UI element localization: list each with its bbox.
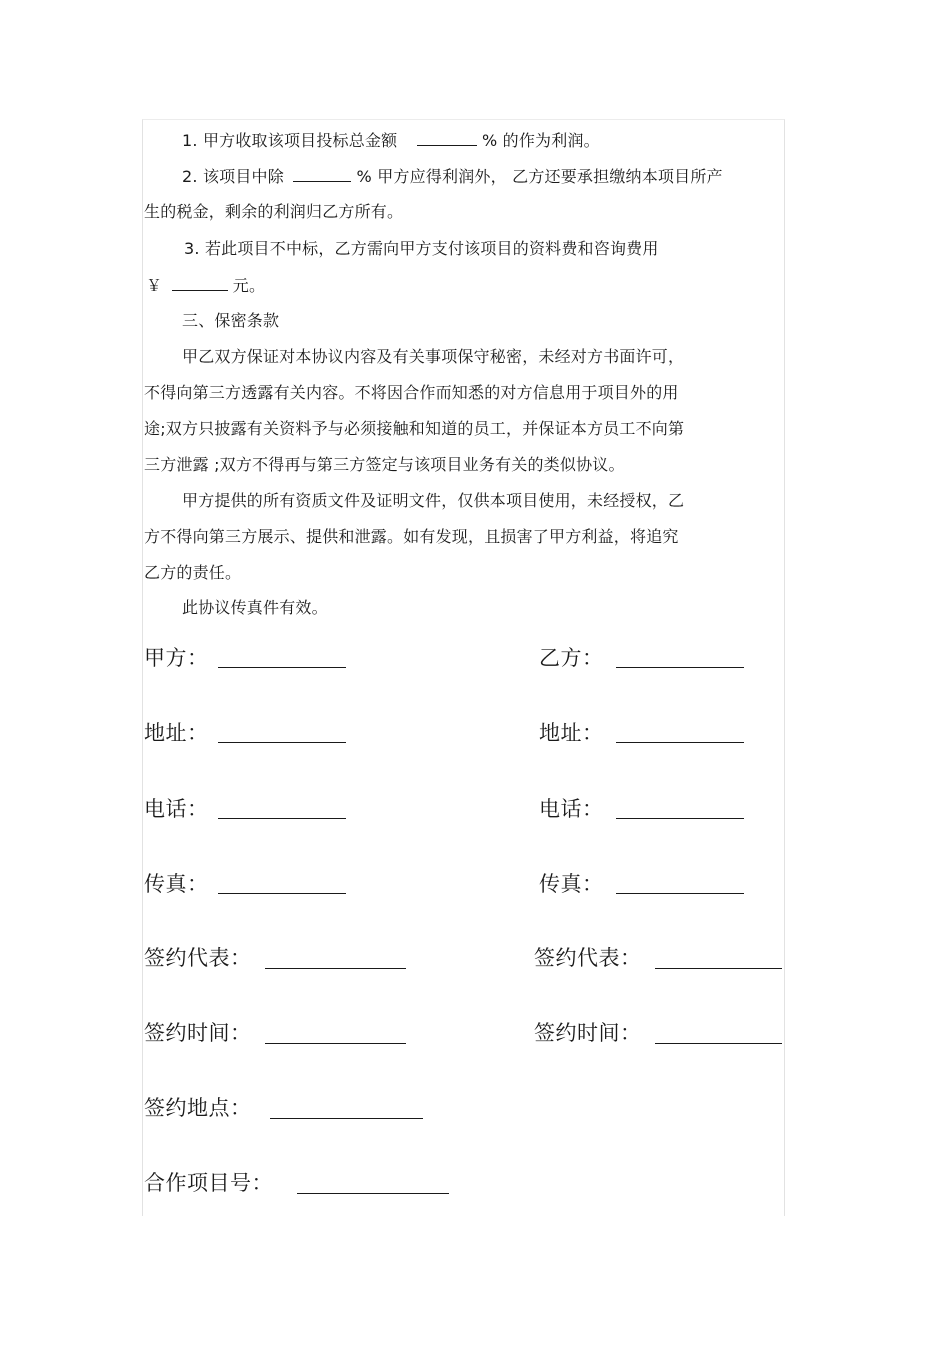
- address-b-line[interactable]: [616, 742, 744, 743]
- clause-2-continued: 生的税金，剩余的利润归乙方所有。: [144, 202, 404, 221]
- blank-percent-1[interactable]: [417, 130, 477, 146]
- clause-3-suffix: 元。: [232, 276, 266, 295]
- party-b-line[interactable]: [616, 667, 744, 668]
- clause-2: [182, 166, 723, 187]
- project-no-label: 合作项目号：: [144, 1171, 273, 1195]
- para1-line: 三方泄露 ;双方不得再与第三方签定与该项目业务有关的类似协议。: [144, 455, 625, 474]
- fax-valid-note: 此协议传真件有效。: [182, 598, 328, 617]
- para1-line: 不得向第三方透露有关内容。不将因合作而知悉的对方信息用于项目外的用: [144, 383, 679, 402]
- clause-1-suffix: % 的作为利润。: [481, 131, 600, 150]
- currency-symbol: ￥: [146, 276, 163, 295]
- para2-line: 甲方提供的所有资质文件及证明文件，仅供本项目使用，未经授权，乙: [182, 491, 685, 510]
- sign-place-line[interactable]: [270, 1118, 423, 1119]
- sign-time-b-label: 签约时间：: [534, 1021, 642, 1045]
- para2-line: 乙方的责任。: [144, 563, 242, 582]
- fax-b-label: 传真：: [539, 872, 604, 896]
- sign-time-a-label: 签约时间：: [144, 1021, 252, 1045]
- representative-b-line[interactable]: [655, 968, 782, 969]
- phone-a-line[interactable]: [218, 818, 346, 819]
- para2-line: 方不得向第三方展示、提供和泄露。如有发现，且损害了甲方利益，将追究: [144, 527, 679, 546]
- address-a-label: 地址：: [144, 721, 209, 745]
- clause-3: 3. 若此项目不中标，乙方需向甲方支付该项目的资料费和咨询费用: [184, 239, 659, 258]
- sign-place-label: 签约地点：: [144, 1096, 252, 1120]
- address-a-line[interactable]: [218, 742, 346, 743]
- blank-percent-2[interactable]: [293, 166, 351, 182]
- party-b-label: 乙方：: [539, 646, 604, 670]
- blank-amount[interactable]: [172, 275, 228, 291]
- representative-a-label: 签约代表：: [144, 946, 252, 970]
- address-b-label: 地址：: [539, 721, 604, 745]
- fax-a-line[interactable]: [218, 893, 346, 894]
- clause-1-text: 1. 甲方收取该项目投标总金额: [182, 131, 398, 150]
- sign-time-a-line[interactable]: [265, 1043, 406, 1044]
- section-heading: 三、保密条款: [182, 311, 280, 330]
- representative-b-label: 签约代表：: [534, 946, 642, 970]
- para1-line: 甲乙双方保证对本协议内容及有关事项保守秘密，未经对方书面许可，: [182, 347, 685, 366]
- phone-b-label: 电话：: [539, 797, 604, 821]
- clause-1: [182, 130, 600, 151]
- clause-3-amount: [146, 275, 265, 296]
- para1-line: 途;双方只披露有关资料予与必须接触和知道的员工，并保证本方员工不向第: [144, 419, 685, 438]
- representative-a-line[interactable]: [265, 968, 406, 969]
- project-no-line[interactable]: [297, 1193, 449, 1194]
- phone-b-line[interactable]: [616, 818, 744, 819]
- party-a-line[interactable]: [218, 667, 346, 668]
- party-a-label: 甲方：: [144, 646, 209, 670]
- sign-time-b-line[interactable]: [655, 1043, 782, 1044]
- fax-b-line[interactable]: [616, 893, 744, 894]
- clause-2-suffix: % 甲方应得利润外， 乙方还要承担缴纳本项目所产: [356, 167, 723, 186]
- fax-a-label: 传真：: [144, 872, 209, 896]
- clause-2-text: 2. 该项目中除: [182, 167, 284, 186]
- phone-a-label: 电话：: [144, 797, 209, 821]
